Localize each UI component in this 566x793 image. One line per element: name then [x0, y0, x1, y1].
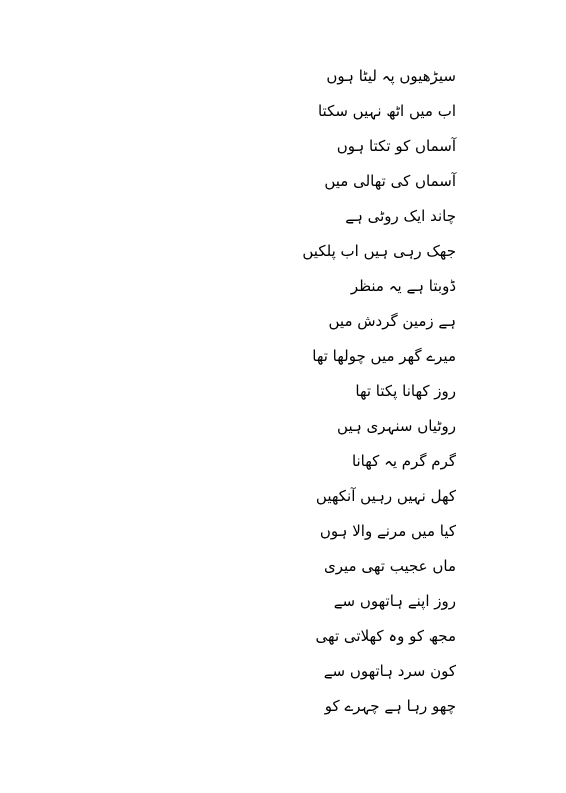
poem-line: آسماں کو تکتا ہوں: [336, 137, 456, 155]
poem-line: چھو رہا ہے چہرے کو: [324, 697, 456, 715]
poem-line: مجھ کو وہ کھلاتی تھی: [315, 627, 456, 645]
poem-line: سیڑھیوں پہ لیٹا ہوں: [326, 67, 456, 85]
poem: [256, 60, 456, 725]
poem-line: کیا میں مرنے والا ہوں: [319, 522, 456, 540]
poem-line: میرے گھر میں چولھا تھا: [312, 347, 456, 365]
poem-line: روٹیاں سنہری ہیں: [337, 417, 456, 435]
poem-line: کھل نہیں رہیں آنکھیں: [315, 487, 456, 505]
poem-line: چاند ایک روٹی ہے: [345, 207, 456, 225]
poem-line: ہے زمین گردش میں: [328, 312, 456, 330]
poem-line: کون سرد ہاتھوں سے: [323, 662, 456, 680]
poem-line: ڈوبتا ہے یہ منظر: [350, 277, 456, 295]
poem-line: آسماں کی تھالی میں: [324, 172, 456, 190]
poem-line: جھک رہی ہیں اب پلکیں: [302, 242, 456, 260]
poem-line: گرم گرم یہ کھانا: [351, 452, 456, 470]
poem-line: اب میں اٹھ نہیں سکتا: [317, 102, 456, 120]
poem-line: ماں عجیب تھی میری: [324, 557, 456, 575]
poem-line: روز کھانا پکتا تھا: [355, 382, 456, 400]
poem-line: روز اپنے ہاتھوں سے: [333, 592, 456, 610]
